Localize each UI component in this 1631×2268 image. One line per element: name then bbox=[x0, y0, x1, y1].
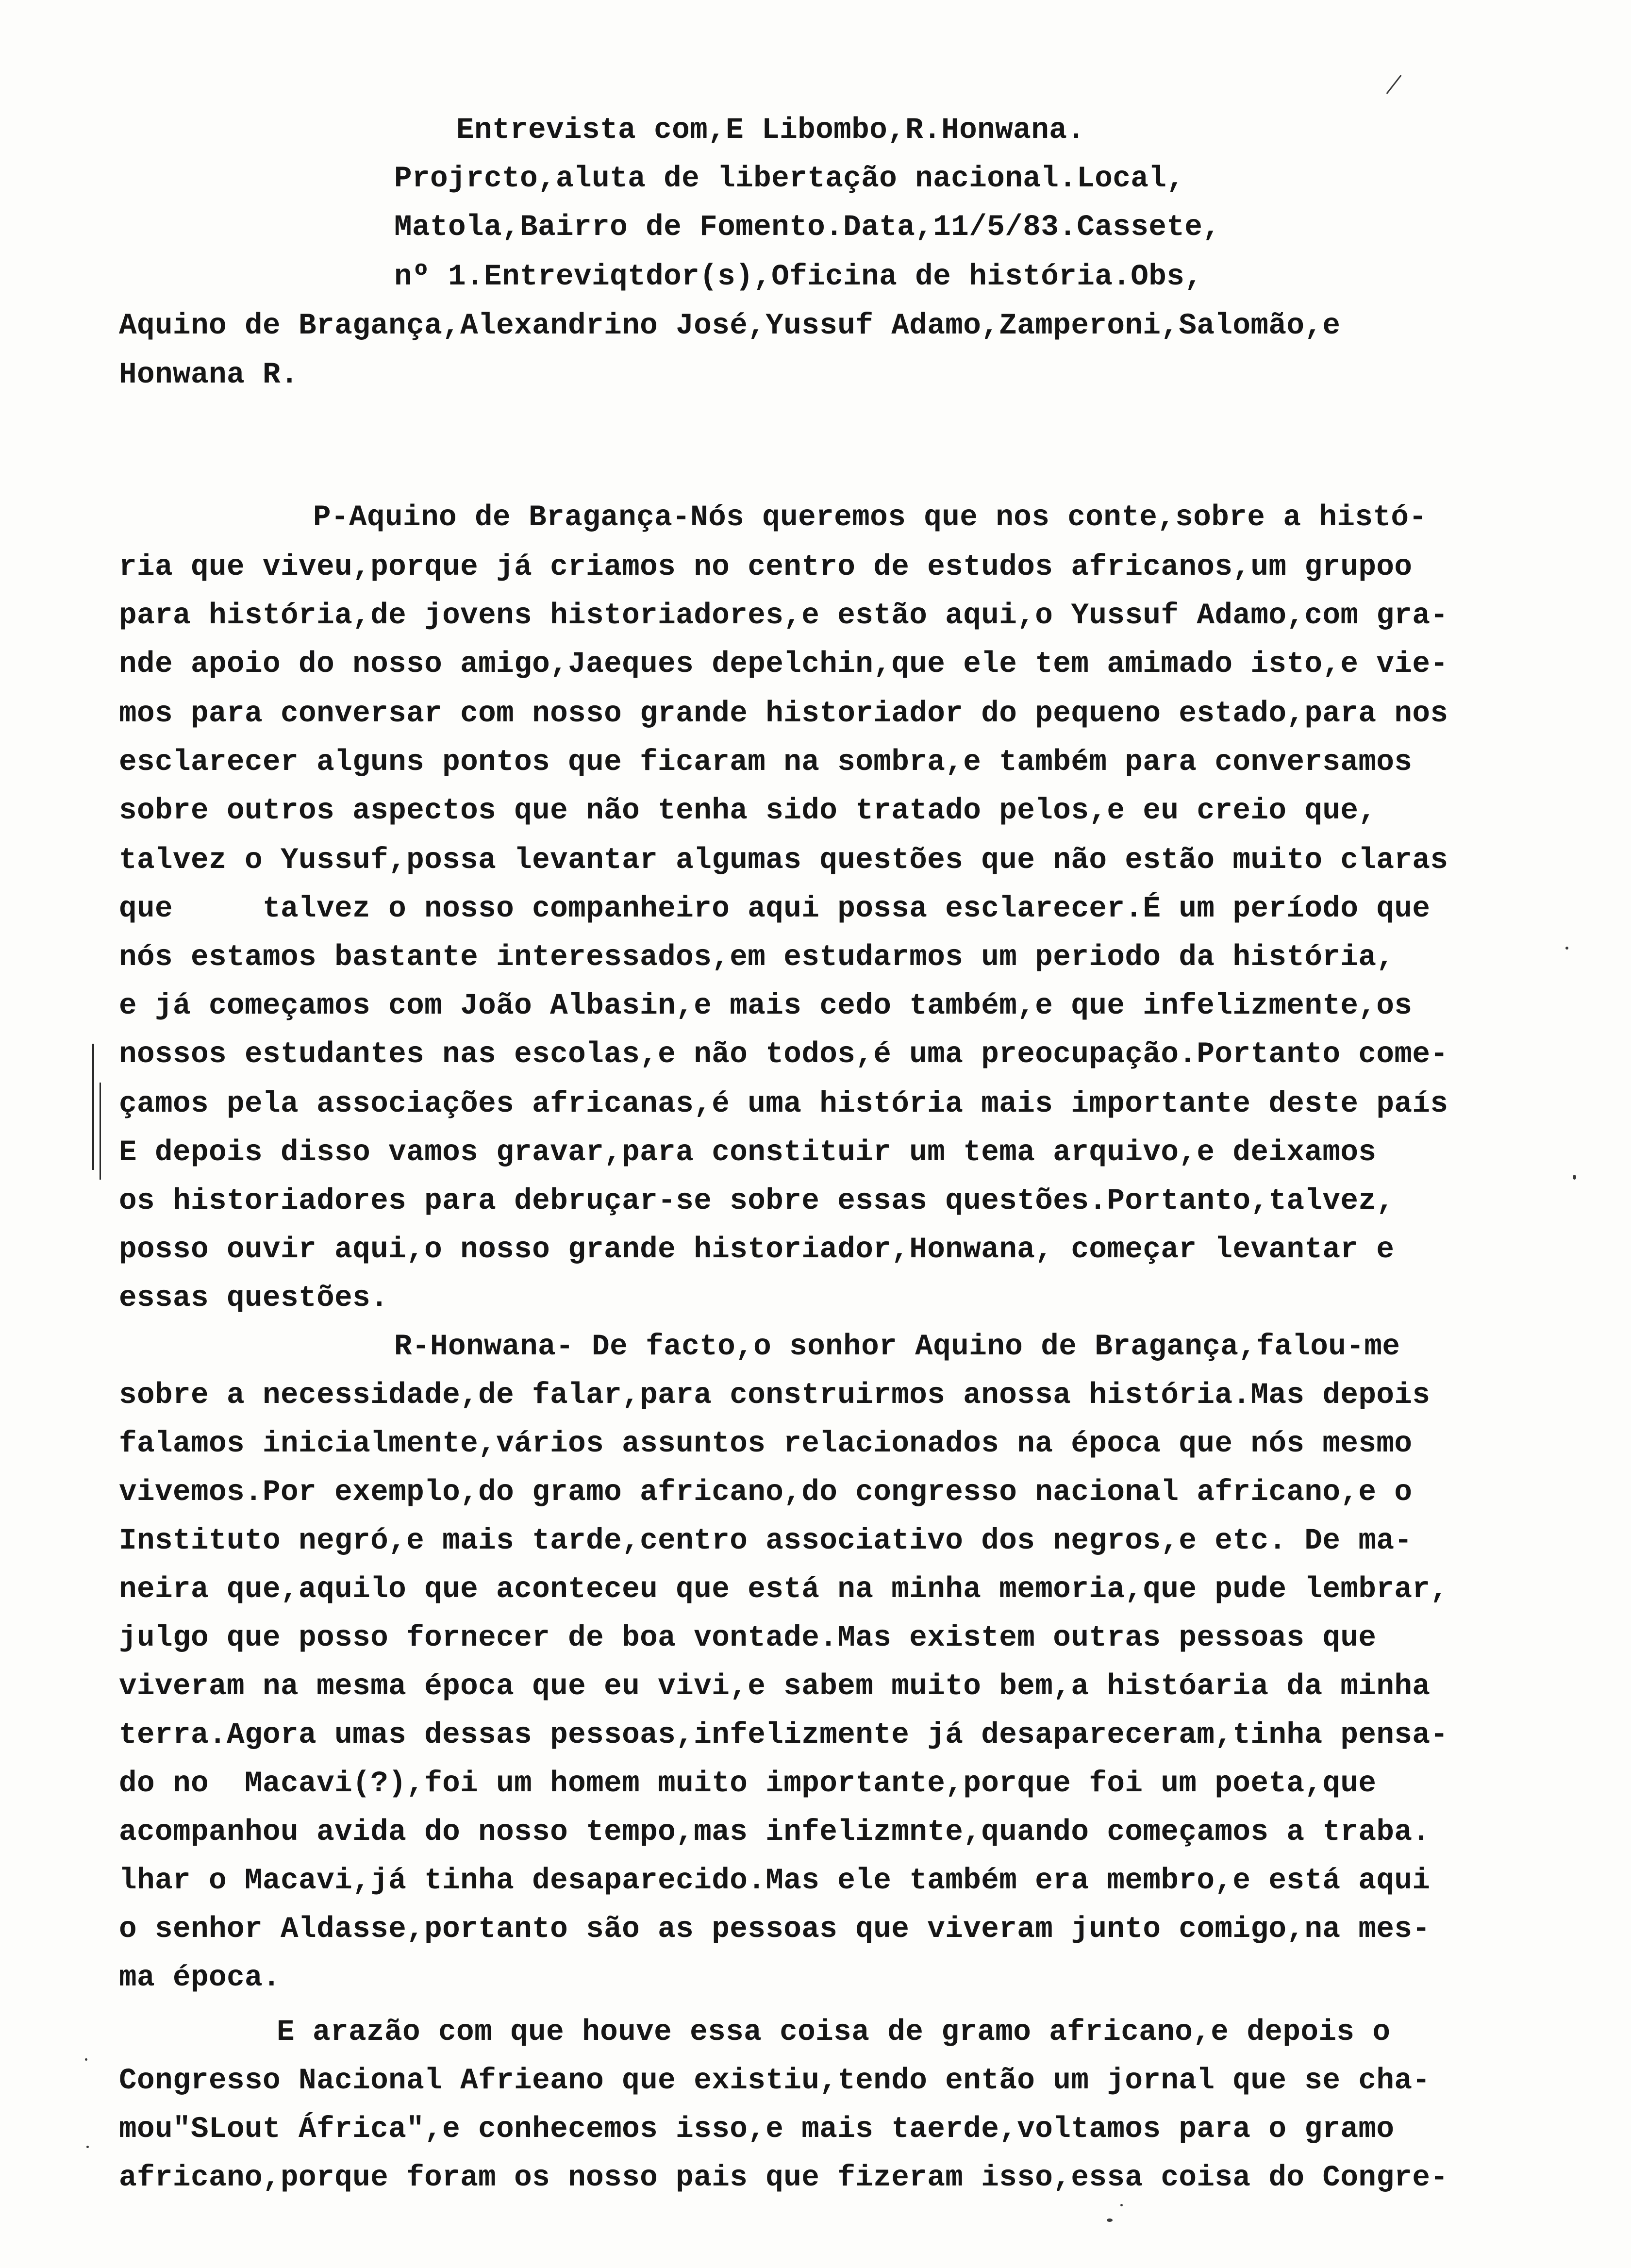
answer-line: neira que,aquilo que aconteceu que está na minha memoria,que pude lembrar, bbox=[119, 1573, 1448, 1606]
answer-line: falamos inicialmente,vários assuntos relacionados na época que nós mesmo bbox=[119, 1427, 1413, 1461]
header-observers-continued: Honwana R. bbox=[119, 358, 299, 392]
margin-mark bbox=[100, 1083, 101, 1180]
scan-speck bbox=[1573, 1175, 1576, 1180]
question-line: sobre outros aspectos que não tenha sido tratado pelos,e eu creio que, bbox=[119, 794, 1377, 828]
question-line: nde apoio do nosso amigo,Jaeques depelchin,que ele tem amimado isto,e vie- bbox=[119, 648, 1448, 681]
document-title: Entrevista com,E Libombo,R.Honwana. bbox=[456, 114, 1085, 147]
question-line: os historiadores para debruçar-se sobre essas questões.Portanto,talvez, bbox=[119, 1184, 1395, 1218]
answer-line: Instituto negró,e mais tarde,centro associativo dos negros,e etc. De ma- bbox=[119, 1524, 1413, 1558]
question-line: nós estamos bastante interessados,em estudarmos um periodo da história, bbox=[119, 941, 1395, 974]
question-line: que talvez o nosso companheiro aqui possa esclarecer.É um período que bbox=[119, 892, 1431, 926]
answer-line: lhar o Macavi,já tinha desaparecido.Mas ele também era membro,e está aqui bbox=[119, 1864, 1431, 1898]
paragraph-line: mou"SLout África",e conhecemos isso,e mais taerde,voltamos para o gramo bbox=[119, 2113, 1395, 2146]
scan-speck bbox=[86, 2146, 89, 2148]
answer-line: ma época. bbox=[119, 1961, 281, 1995]
header-observers-line: Aquino de Bragança,Alexandrino José,Yussuf Adamo,Zamperoni,Salomão,e bbox=[119, 309, 1341, 343]
question-line: P-Aquino de Bragança-Nós queremos que nos conte,sobre a histó- bbox=[313, 501, 1427, 534]
question-line: nossos estudantes nas escolas,e não todos,é uma preocupação.Portanto come- bbox=[119, 1038, 1448, 1071]
scan-speck bbox=[1565, 947, 1568, 950]
answer-line: o senhor Aldasse,portanto são as pessoas que viveram junto comigo,na mes- bbox=[119, 1913, 1431, 1946]
scan-speck bbox=[1120, 2204, 1123, 2206]
paragraph-line: Congresso Nacional Afrieano que existiu,tendo então um jornal que se cha- bbox=[119, 2064, 1431, 2098]
question-line: esclarecer alguns pontos que ficaram na sombra,e também para conversamos bbox=[119, 746, 1413, 779]
header-interviewer-line: nº 1.Entreviqtdor(s),Oficina de história.Obs, bbox=[394, 260, 1203, 294]
question-line: mos para conversar com nosso grande historiador do pequeno estado,para nos bbox=[119, 697, 1448, 731]
scan-speck bbox=[1107, 2218, 1113, 2222]
answer-line: R-Honwana- De facto,o sonhor Aquino de Bragança,falou-me bbox=[394, 1330, 1400, 1364]
question-line: para história,de jovens historiadores,e estão aqui,o Yussuf Adamo,com gra- bbox=[119, 599, 1448, 633]
answer-line: acompanhou avida do nosso tempo,mas infelizmnte,quando começamos a traba. bbox=[119, 1816, 1431, 1849]
question-line: E depois disso vamos gravar,para constituir um tema arquivo,e deixamos bbox=[119, 1136, 1377, 1169]
scan-speck bbox=[85, 2058, 87, 2061]
answer-line: julgo que posso fornecer de boa vontade.Mas existem outras pessoas que bbox=[119, 1621, 1377, 1655]
paragraph-line: E arazão com que houve essa coisa de gramo africano,e depois o bbox=[277, 2016, 1391, 2049]
answer-line: terra.Agora umas dessas pessoas,infelizmente já desapareceram,tinha pensa- bbox=[119, 1718, 1448, 1752]
answer-line: sobre a necessidade,de falar,para construirmos anossa história.Mas depois bbox=[119, 1379, 1431, 1412]
header-location-date-line: Matola,Bairro de Fomento.Data,11/5/83.Cassete, bbox=[394, 211, 1221, 244]
question-line: essas questões. bbox=[119, 1282, 389, 1315]
question-line: posso ouvir aqui,o nosso grande historiador,Honwana, começar levantar e bbox=[119, 1233, 1395, 1267]
question-line: çamos pela associações africanas,é uma história mais importante deste país bbox=[119, 1087, 1448, 1121]
answer-line: vivemos.Por exemplo,do gramo africano,do congresso nacional africano,e o bbox=[119, 1476, 1413, 1509]
question-line: ria que viveu,porque já criamos no centro de estudos africanos,um grupoo bbox=[119, 550, 1413, 584]
margin-mark bbox=[92, 1044, 94, 1170]
answer-line: do no Macavi(?),foi um homem muito importante,porque foi um poeta,que bbox=[119, 1767, 1377, 1801]
answer-line: viveram na mesma época que eu vivi,e sabem muito bem,a históaria da minha bbox=[119, 1670, 1431, 1703]
header-project-line: Projrcto,aluta de libertação nacional.Local, bbox=[394, 162, 1185, 196]
question-line: e já começamos com João Albasin,e mais cedo também,e que infelizmente,os bbox=[119, 989, 1413, 1023]
paragraph-line: africano,porque foram os nosso pais que fizeram isso,essa coisa do Congre- bbox=[119, 2161, 1448, 2195]
question-line: talvez o Yussuf,possa levantar algumas questões que não estão muito claras bbox=[119, 844, 1448, 877]
corner-pen-mark bbox=[1386, 75, 1402, 94]
